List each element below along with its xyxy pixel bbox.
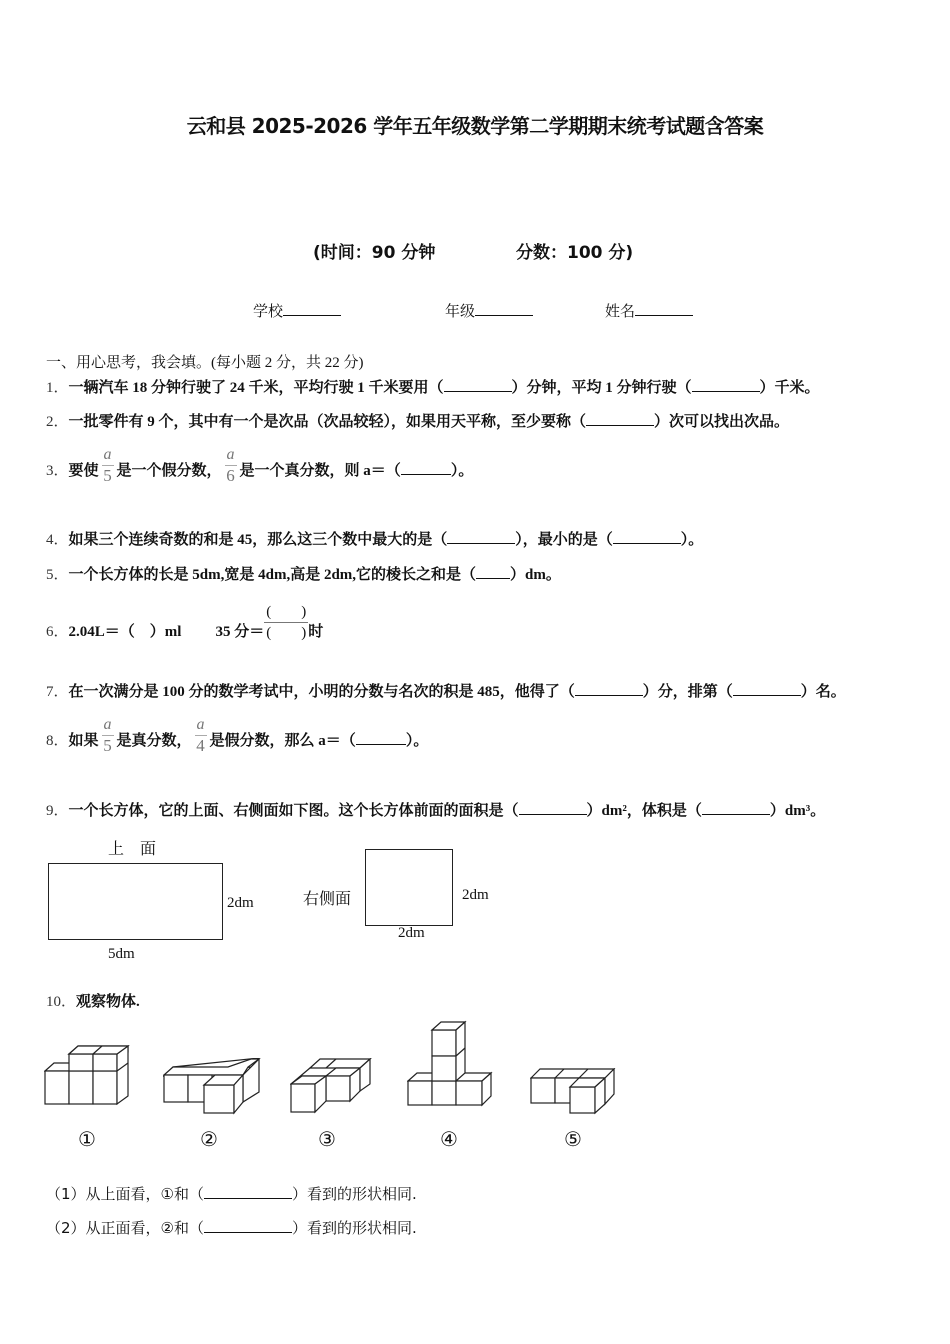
question-text: 如果	[68, 732, 99, 749]
question-number: 8．	[46, 732, 69, 749]
answer-blank[interactable]	[204, 1218, 292, 1233]
side-face-width: 2dm	[398, 925, 425, 941]
question-text: 一批零件有 9 个，其中有一个是次品（次品较轻），如果用天平称，至少要称（	[68, 414, 587, 430]
question-text: ）。	[680, 532, 704, 548]
score-label: 分数：100 分)	[516, 243, 634, 263]
cube-figure-4	[407, 1020, 497, 1108]
question-text: 是一个假分数，	[116, 462, 222, 479]
question-text: ）看到的形状相同.	[292, 1185, 417, 1203]
question-text: ）dm²，体积是（	[586, 803, 702, 819]
answer-blank[interactable]	[476, 564, 510, 579]
answer-blank[interactable]	[733, 681, 801, 696]
question-text: ）次可以找出次品。	[654, 414, 790, 430]
side-face-height: 2dm	[462, 887, 489, 903]
time-label: (时间：90 分钟	[313, 243, 436, 263]
question-number: 6．	[46, 623, 69, 640]
question-text: ）。	[405, 732, 429, 749]
question-number: 1．	[46, 380, 69, 396]
question-3	[46, 446, 474, 491]
answer-blank[interactable]	[702, 800, 770, 815]
figure-label-3: ③	[318, 1127, 336, 1151]
question-10	[46, 990, 140, 1011]
question-number: 2．	[46, 414, 69, 430]
figure-label-2: ②	[200, 1127, 218, 1151]
question-text: （2）从正面看，②和（	[46, 1219, 204, 1237]
school-field[interactable]	[253, 300, 341, 321]
question-9	[46, 799, 825, 820]
grade-field[interactable]	[445, 300, 533, 321]
question-text: 如果三个连续奇数的和是 45，那么这三个数中最大的是（	[68, 532, 448, 548]
question-text: 观察物体.	[76, 994, 140, 1010]
side-face-rectangle	[365, 849, 453, 926]
question-text: 是真分数，	[116, 732, 192, 749]
figure-label-4: ④	[440, 1127, 458, 1151]
question-text: ）dm³。	[769, 803, 826, 819]
question-number: 4．	[46, 532, 69, 548]
question-text: ），最小的是（	[515, 532, 613, 548]
name-field[interactable]	[605, 300, 693, 321]
exam-title: 云和县 2025-2026 学年五年级数学第二学期期末统考试题含答案	[186, 114, 764, 138]
question-6	[46, 604, 324, 653]
fraction: $\frac{a}{5}$	[103, 716, 112, 755]
side-face-label: 右侧面	[303, 889, 352, 908]
question-1	[46, 376, 820, 397]
question-number: 3．	[46, 462, 69, 479]
question-2	[46, 410, 789, 431]
question-text: 要使	[68, 462, 99, 479]
answer-blank[interactable]	[519, 800, 587, 815]
question-10-part-1	[46, 1183, 417, 1204]
question-text: ）看到的形状相同.	[292, 1219, 417, 1237]
question-text: 时	[308, 623, 324, 640]
question-5	[46, 563, 561, 584]
question-text: ）名。	[800, 684, 846, 700]
name-blank[interactable]	[635, 301, 693, 316]
figure-label-5: ⑤	[564, 1127, 582, 1151]
answer-blank[interactable]	[586, 411, 654, 426]
question-number: 10．	[46, 994, 77, 1010]
school-blank[interactable]	[283, 301, 341, 316]
question-text: 在一次满分是 100 分的数学考试中，小明的分数与名次的积是 485，他得了（	[68, 684, 575, 700]
top-face-label: 上 面	[108, 839, 157, 858]
fraction-blank[interactable]: ( ) ( )	[266, 604, 307, 641]
fraction: $\frac{a}{4}$	[196, 716, 205, 755]
section-heading: 一、用心思考，我会填。(每小题 2 分，共 22 分)	[46, 355, 364, 371]
question-text: 一辆汽车 18 分钟行驶了 24 千米，平均行驶 1 千米要用（	[68, 380, 444, 396]
liters-to-ml-blank[interactable]: 2.04L＝（ ）ml	[68, 623, 182, 640]
question-10-part-2	[46, 1217, 417, 1238]
answer-blank[interactable]	[613, 529, 681, 544]
figure-label-1: ①	[78, 1127, 96, 1151]
question-text: 一个长方体，它的上面、右侧面如下图。这个长方体前面的面积是（	[68, 803, 519, 819]
question-number: 9．	[46, 803, 69, 819]
grade-label: 年级	[445, 302, 476, 320]
top-face-width: 5dm	[108, 946, 135, 962]
grade-blank[interactable]	[475, 301, 533, 316]
answer-blank[interactable]	[401, 460, 451, 475]
question-number: 7．	[46, 684, 69, 700]
answer-blank[interactable]	[692, 377, 760, 392]
question-8	[46, 716, 429, 761]
answer-blank[interactable]	[356, 730, 406, 745]
question-text: 是一个真分数，则 a＝（	[239, 462, 401, 479]
name-label: 姓名	[605, 302, 636, 320]
question-4	[46, 528, 703, 549]
answer-blank[interactable]	[447, 529, 515, 544]
top-face-rectangle	[48, 863, 223, 940]
answer-blank[interactable]	[204, 1184, 292, 1199]
question-text: 35 分＝	[215, 623, 265, 640]
fraction: $\frac{a}{6}$	[226, 446, 235, 485]
fraction: $\frac{a}{5}$	[103, 446, 112, 485]
cube-figure-3	[290, 1058, 375, 1116]
top-face-height: 2dm	[227, 895, 254, 911]
question-text: （1）从上面看，①和（	[46, 1185, 204, 1203]
cube-figure-1	[44, 1044, 134, 1106]
answer-blank[interactable]	[444, 377, 512, 392]
question-7	[46, 680, 846, 701]
school-label: 学校	[253, 302, 284, 320]
question-text: ）分钟，平均 1 分钟行驶（	[511, 380, 692, 396]
question-number: 5．	[46, 567, 69, 583]
question-text: ）dm。	[510, 567, 561, 583]
cube-figure-5	[530, 1068, 620, 1116]
cube-figure-2	[163, 1058, 263, 1116]
question-text: ）千米。	[759, 380, 820, 396]
question-text: 是假分数，那么 a＝（	[209, 732, 356, 749]
answer-blank[interactable]	[575, 681, 643, 696]
question-text: ）分，排第（	[642, 684, 733, 700]
question-text: ）。	[450, 462, 474, 479]
question-text: 一个长方体的长是 5dm,宽是 4dm,高是 2dm,它的棱长之和是（	[68, 567, 477, 583]
